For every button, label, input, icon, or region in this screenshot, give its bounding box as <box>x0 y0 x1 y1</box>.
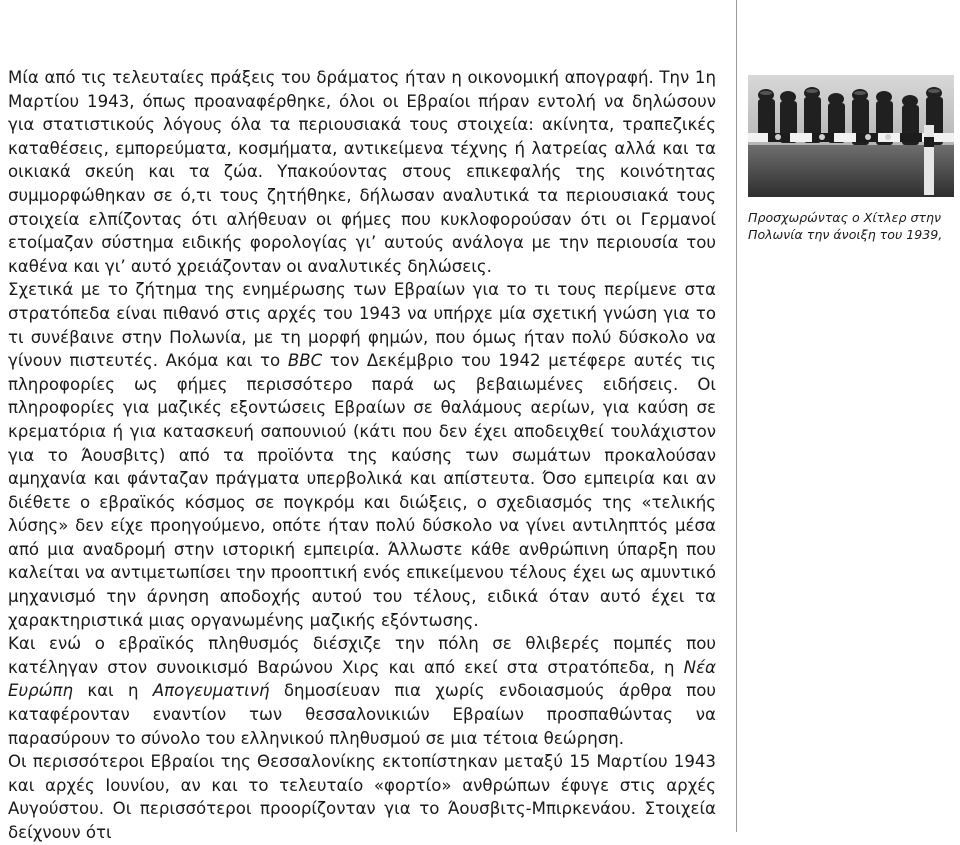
text-segment: Μία από τις τελευταίες πράξεις του δράματος ήταν η οικονομική απογραφή. Την 1η Μαρτίου 1943, όπως προαναφέρθηκε, όλοι οι Εβραίοι πήραν εντολή να δηλώσουν για στατιστικούς λόγους όλα τα περιουσιακά τους στοιχεία: ακίνητα, τραπεζικές καταθέσεις, εμπορεύματα, κοσμήματα, αντικείμενα τέχνης ή λατρείας αλλά και τα οικιακά σκεύη και τα ζώα. Υπακούοντας στους επικεφαλής της κοινότητας συμμορφώθηκαν σε ό,τι τους ζητήθηκε, δήλωσαν αναλυτικά τα περιουσιακά τους στοιχεία ελπίζοντας ότι αλήθευαν οι φήμες που κυκλοφορούσαν ότι οι Γερμανοί ετοίμαζαν σύστημα ειδικής φορολογίας γι’ αυτούς ανάλογα με την περιουσία του καθένα και γι’ αυτό χρειάζονταν οι αναλυτικές δηλώσεις. <box>8 68 716 276</box>
text-segment: Σχετικά με το ζήτημα της ενημέρωσης των Εβραίων για το τι τους περίμενε στα στρατόπεδα είναι πιθανό στις αρχές του 1943 να υπήρχε μία σχετική γνώση για το τι συνέβαινε στην Πολωνία, με τη μορφή φημών, που όμως ήταν πολύ δύσκολο να γίνουν πιστευτές. Ακόμα και το <box>8 280 716 371</box>
column-divider <box>736 0 737 832</box>
paragraph <box>8 66 716 278</box>
paragraph <box>8 632 716 750</box>
paragraph <box>8 750 716 844</box>
text-segment: Οι περισσότεροι Εβραίοι της Θεσσαλονίκης εκτοπίστηκαν μεταξύ 15 Μαρτίου 1943 και αρχές Ιουνίου, αν και το τελευταίο «φορτίο» ανθρώπων έφυγε στις αρχές Αυγούστου. Οι περισσότεροι προορίζονταν για το Άουσβιτς-Μπιρκενάου. Στοιχεία δείχνουν ότι <box>8 752 716 842</box>
paragraph <box>8 278 716 632</box>
main-text-column <box>8 66 716 845</box>
historical-photo <box>748 75 954 197</box>
text-segment: τον Δεκέμβριο του 1942 μετέφερε αυτές τις πληροφορίες ως φήμες περισσότερο παρά ως βεβαιωμένες ειδήσεις. Οι πληροφορίες για μαζικές εξοντώσεις Εβραίων σε θαλάμους αερίων, για καύση σε κρεματόρια ή για κατασκευή σαπουνιού (κάτι που δεν έχει αποδειχθεί τουλάχιστον για το Άουσβιτς) από τα προϊόντα της καύσης των σωμάτων προκαλούσαν αμηχανία και φάνταζαν πράγματα υπερβολικά και απίστευτα. Όσο εμπειρία και αν διέθετε ο εβραϊκός κόσμος σε πογκρόμ και διώξεις, ο σχεδιασμός της «τελικής λύσης» δεν είχε προηγούμενο, οπότε ήταν πολύ δύσκολο να γίνει αντιληπτός μέσα από μια αναδρομή στην ιστορική εμπειρία. Άλλωστε κάθε ανθρώπινη ύπαρξη που καλείται να αντιμετωπίσει την προοπτική ενός επικείμενου τέλους έχει ως αμυντικό μηχανισμό την άρνηση αποδοχής αυτού του τέλους, ειδικά όταν αυτό έχει τα χαρακτηριστικά μιας οργανωμένης μαζικής εξόντωσης. <box>8 351 716 630</box>
sidebar <box>748 75 954 243</box>
text-segment: δημοσίευαν πια χωρίς ενδοιασμούς άρθρα που καταφέρονταν εναντίον των θεσσαλονικιών Εβραίων προσπαθώντας να παρασύρουν το σύνολο του ελληνικού πληθυσμού σε μια τέτοια θεώρηση. <box>8 681 716 748</box>
italic-segment: BBC <box>287 351 323 371</box>
text-segment: Και ενώ ο εβραϊκός πληθυσμός διέσχιζε την πόλη σε θλιβερές πομπές που κατέληγαν στον συνοικισμό Βαρώνου Χιρς και από εκεί στα στρατόπεδα, η <box>8 634 716 677</box>
text-segment: και η <box>73 681 153 701</box>
photo-caption: Προσχωρώντας ο Χίτλερ στην Πολωνία την άνοιξη του 1939, <box>748 210 943 242</box>
italic-segment: Απογευματινή <box>152 681 270 701</box>
italic-segment: Νέα Ευρώπη <box>8 657 716 701</box>
